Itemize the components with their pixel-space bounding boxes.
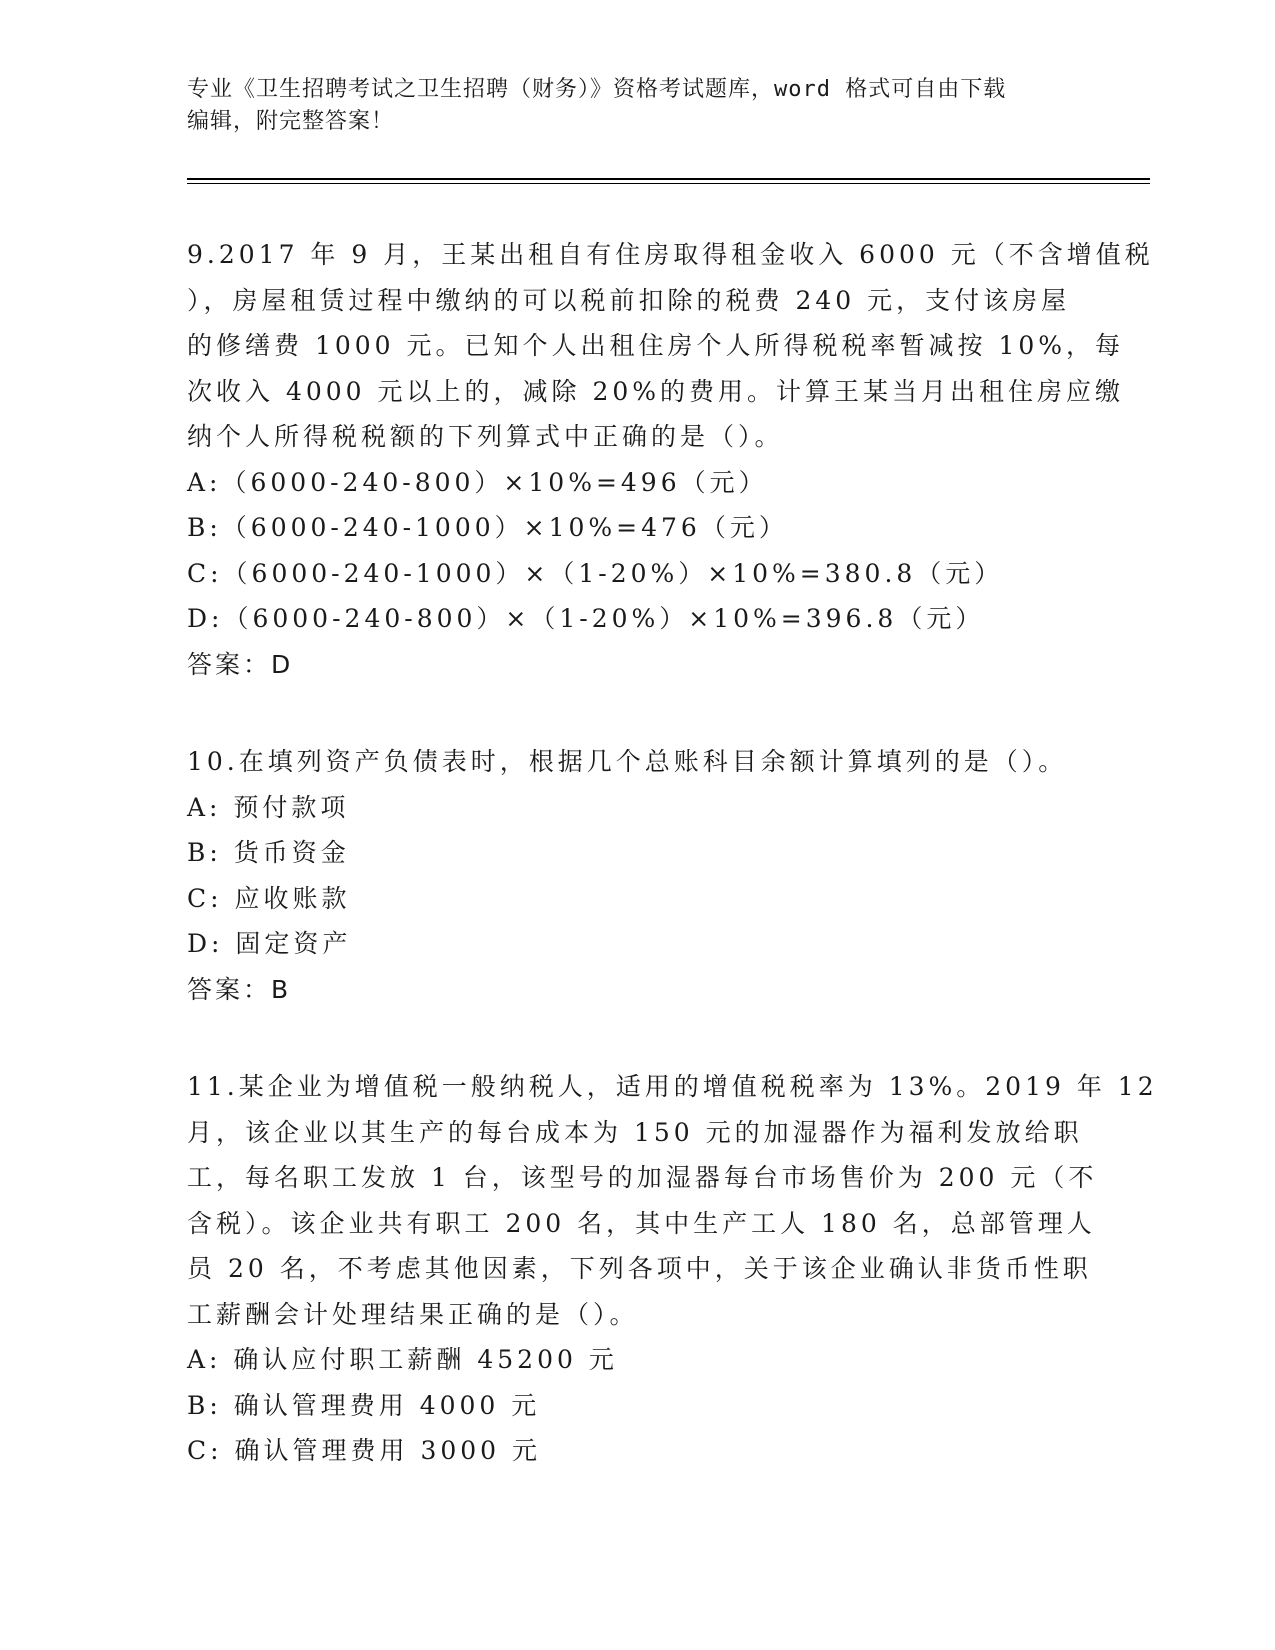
header-line-2: 编辑，附完整答案！ (187, 109, 395, 134)
header-line-1: 专业《卫生招聘考试之卫生招聘（财务）》资格考试题库，word 格式可自由下载 (187, 77, 1007, 102)
option-c: C:（6000-240-1000）×（1-20%）×10%=380.8（元） (187, 558, 1004, 588)
header-divider-thin (187, 183, 1150, 184)
option-a: A: 确认应付职工薪酬 45200 元 (187, 1345, 618, 1374)
document-header (187, 74, 1077, 138)
question-text-line: 员 20 名，不考虑其他因素，下列各项中，关于该企业确认非货币性职 (187, 1254, 1092, 1283)
question-text-line: 月，该企业以其生产的每台成本为 150 元的加湿器作为福利发放给职 (187, 1117, 1083, 1147)
option-a: A: 预付款项 (187, 792, 350, 822)
question-10 (187, 739, 1087, 1012)
option-b: B: 确认管理费用 4000 元 (187, 1390, 541, 1420)
option-d: D:（6000-240-800）×（1-20%）×10%=396.8（元） (187, 604, 985, 633)
question-text-line: 9.2017 年 9 月，王某出租自有住房取得租金收入 6000 元（不含增值税 (187, 240, 1154, 269)
question-text-line: 的修缮费 1000 元。已知个人出租住房个人所得税税率暂减按 10%，每 (187, 331, 1125, 360)
question-text-line: 11.某企业为增值税一般纳税人，适用的增值税税率为 13%。2019 年 12 (187, 1072, 1158, 1101)
answer-label: 答案：D (187, 649, 294, 679)
question-text-line: 纳个人所得税税额的下列算式中正确的是（）。 (187, 422, 784, 451)
option-a: A:（6000-240-800）×10%=496（元） (187, 467, 768, 497)
option-c: C: 确认管理费用 3000 元 (187, 1436, 542, 1465)
question-11 (187, 1064, 1158, 1474)
option-b: B:（6000-240-1000）×10%=476（元） (187, 513, 788, 542)
question-9 (187, 232, 1154, 687)
header-divider-thick (187, 178, 1150, 180)
question-text-line: 含税）。该企业共有职工 200 名，其中生产工人 180 名，总部管理人 (187, 1208, 1096, 1238)
question-text-line: 10.在填列资产负债表时，根据几个总账科目余额计算填列的是（）。 (187, 747, 1068, 776)
question-text-line: 工，每名职工发放 1 台，该型号的加湿器每台市场售价为 200 元（不 (187, 1163, 1098, 1192)
question-list (187, 232, 1158, 1526)
option-c: C: 应收账款 (187, 883, 351, 913)
answer-label: 答案：B (187, 974, 292, 1004)
question-text-line: 次收入 4000 元以上的，减除 20%的费用。计算王某当月出租住房应缴 (187, 376, 1125, 406)
option-d: D: 固定资产 (187, 929, 352, 958)
question-text-line: ），房屋租赁过程中缴纳的可以税前扣除的税费 240 元，支付该房屋 (187, 285, 1071, 315)
question-text-line: 工薪酬会计处理结果正确的是（）。 (187, 1299, 639, 1329)
option-b: B: 货币资金 (187, 838, 350, 867)
